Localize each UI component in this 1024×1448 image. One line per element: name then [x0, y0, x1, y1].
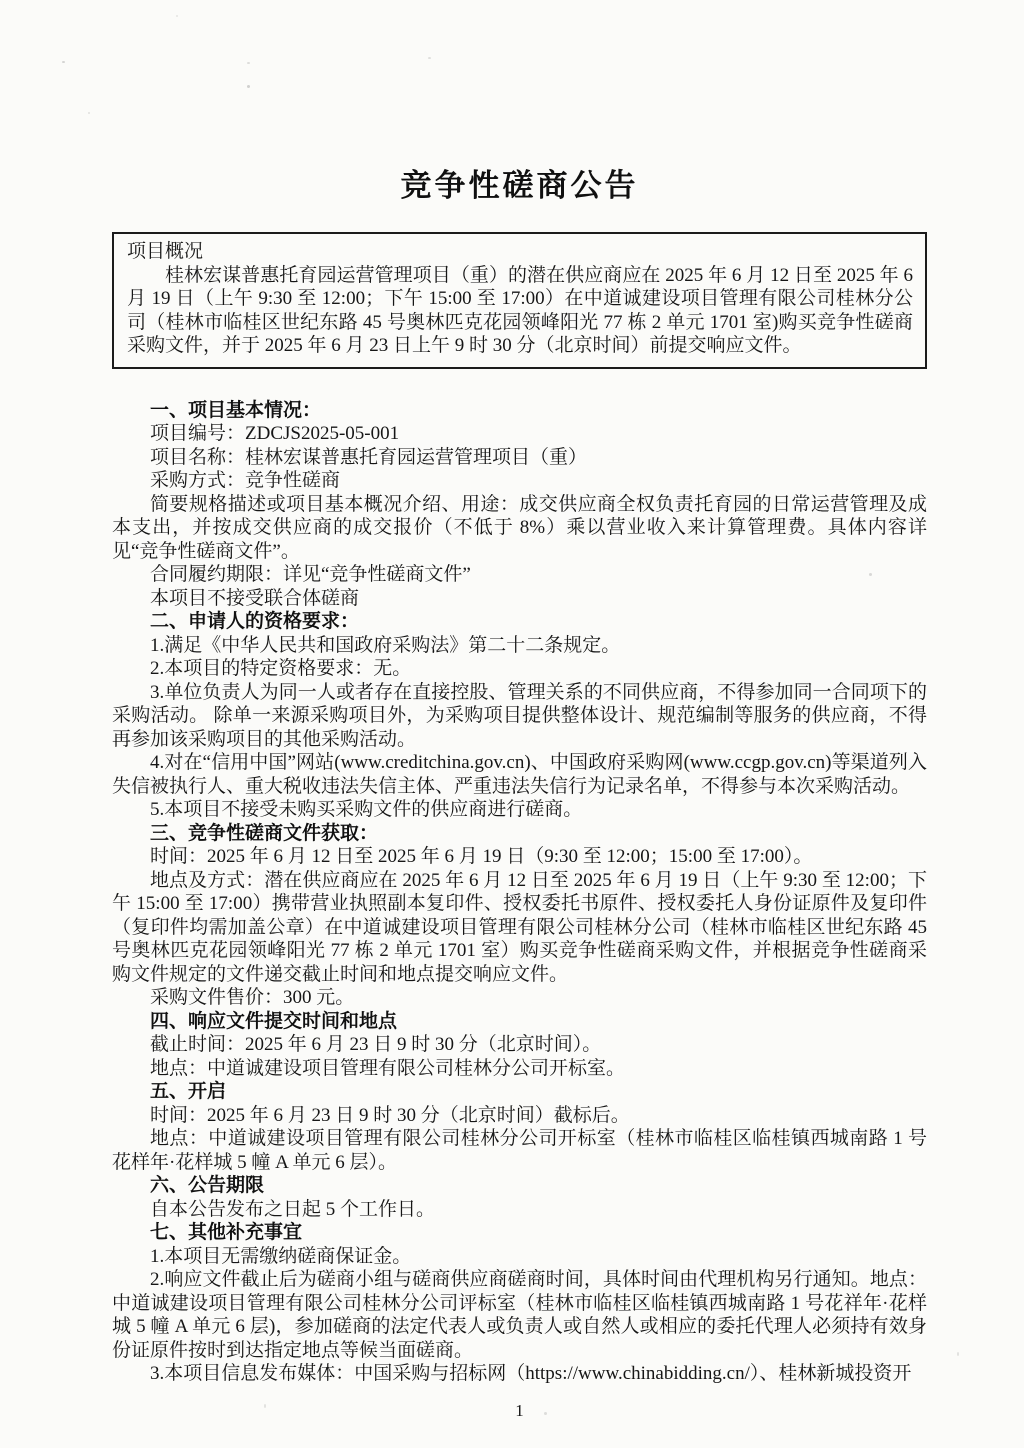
section-qualification-requirements — [112, 610, 927, 822]
paragraph-procurement-method: 采购方式：竞争性磋商 — [150, 470, 341, 491]
paragraph-project-name: 项目名称：桂林宏谋普惠托育园运营管理项目（重） — [150, 446, 588, 468]
scan-artifact — [176, 15, 178, 17]
scan-artifact — [428, 57, 431, 59]
paragraph-submission-place: 地点：中道诚建设项目管理有限公司桂林分公司开标室。 — [150, 1057, 626, 1079]
paragraph-document-price: 采购文件售价：300 元。 — [150, 987, 355, 1008]
scan-artifact — [869, 573, 872, 576]
scan-artifact — [247, 85, 250, 88]
section-response-submission — [112, 1010, 927, 1081]
section-heading: 五、开启 — [150, 1081, 227, 1102]
project-overview-box — [112, 232, 927, 369]
scan-artifact — [247, 62, 250, 64]
paragraph-requirement-4: 4.对在“信用中国”网站(www.creditchina.gov.cn)、中国政府采购网(www.ccgp.gov.cn)等渠道列入失信被执行人、重大税收违法失信主体、严重违法失信行为记录名单，不得参与本次采购活动。 — [112, 752, 927, 797]
paragraph-acquisition-time: 时间：2025 年 6 月 12 日至 2025 年 6 月 19 日（9:30 至 12:00；15:00 至 17:00）。 — [150, 846, 813, 867]
section-opening — [112, 1080, 927, 1174]
scan-artifact — [88, 112, 90, 114]
paragraph-contract-term: 合同履约期限：详见“竞争性磋商文件” — [150, 564, 471, 585]
scan-artifact — [62, 61, 65, 63]
paragraph-requirement-2: 2.本项目的特定资格要求：无。 — [150, 658, 412, 679]
paragraph-no-consortium: 本项目不接受联合体磋商 — [150, 587, 360, 609]
section-heading: 七、其他补充事宜 — [150, 1222, 303, 1243]
scan-artifact — [957, 1352, 959, 1356]
paragraph-project-number: 项目编号：ZDCJS2025-05-001 — [150, 423, 400, 444]
overview-heading: 项目概况 — [127, 241, 204, 262]
section-heading: 二、申请人的资格要求： — [150, 611, 360, 632]
scan-artifact — [544, 1412, 547, 1415]
paragraph-opening-time: 时间：2025 年 6 月 23 日 9 时 30 分（北京时间）截标后。 — [150, 1104, 630, 1126]
paragraph-requirement-5: 5.本项目不接受未购买采购文件的供应商进行磋商。 — [150, 799, 583, 820]
paragraph-project-description: 简要规格描述或项目基本概况介绍、用途：成交供应商全权负责托育园的日常运营管理及成本支出，并按成交供应商的成交报价（不低于 8%）乘以营业收入来计算管理费。具体内容详见“竞争性磋商文件”。 — [112, 493, 927, 562]
paragraph-other-2: 2.响应文件截止后为磋商小组与磋商供应商磋商时间，具体时间由代理机构另行通知。地点：中道诚建设项目管理有限公司桂林分公司评标室（桂林市临桂区临桂镇西城南路 1 号花祥年·花样城 5 幢 A 单元 6 层)，参加磋商的法定代表人或负责人或自然人或相应的委托代理人必须持有效身份证原件按时到达指定地点等候当面磋商。 — [112, 1269, 927, 1361]
paragraph-requirement-1: 1.满足《中华人民共和国政府采购法》第二十二条规定。 — [150, 634, 621, 656]
paragraph-requirement-3: 3.单位负责人为同一人或者存在直接控股、管理关系的不同供应商，不得参加同一合同项下的采购活动。 除单一来源采购项目外，为采购项目提供整体设计、规范编制等服务的供应商，不得再参加该采购项目的其他采购活动。 — [112, 681, 927, 750]
section-basic-info — [112, 399, 927, 611]
document-title: 竞争性磋商公告 — [400, 168, 639, 203]
paragraph-announcement-period: 自本公告发布之日起 5 个工作日。 — [150, 1198, 436, 1220]
paragraph-other-3: 3.本项目信息发布媒体：中国采购与招标网（https://www.chinabidding.cn/）、桂林新城投资开 — [150, 1363, 912, 1384]
section-heading: 六、公告期限 — [150, 1175, 265, 1196]
paragraph-other-1: 1.本项目无需缴纳磋商保证金。 — [150, 1245, 412, 1267]
section-announcement-period — [112, 1174, 927, 1221]
paragraph-acquisition-place-method: 地点及方式：潜在供应商应在 2025 年 6 月 12 日至 2025 年 6 月 19 日（上午 9:30 至 12:00；下午 15:00 至 17:00）携带营业执照副本复印件、授权委托书原件、授权委托人身份证原件及复印件（复印件均需加盖公章）在中道诚建设项目管理有限公司桂林分公司（桂林市临桂区世纪东路 45 号奥林匹克花园领峰阳光 77 栋 2 单元 1701 室）购买竞争性磋商采购文件，并根据竞争性磋商采购文件规定的文件递交截止时间和地点提交响应文件。 — [112, 869, 927, 985]
section-heading: 一、项目基本情况： — [150, 399, 322, 421]
section-heading: 三、竞争性磋商文件获取： — [150, 822, 379, 844]
section-document-acquisition — [112, 822, 927, 1010]
paragraph-opening-place: 地点：中道诚建设项目管理有限公司桂林分公司开标室（桂林市临桂区临桂镇西城南路 1 号花样年·花样城 5 幢 A 单元 6 层）。 — [112, 1128, 927, 1173]
section-other-matters — [112, 1221, 927, 1386]
scan-artifact — [264, 1404, 266, 1408]
overview-body-text: 桂林宏谋普惠托育园运营管理项目（重）的潜在供应商应在 2025 年 6 月 12 日至 2025 年 6 月 19 日（上午 9:30 至 12:00；下午 15:00 至 17:00）在中道诚建设项目管理有限公司桂林分公司（桂林市临桂区世纪东路 45 号奥林匹克花园领峰阳光 77 栋 2 单元 1701 室)购买竞争性磋商采购文件，并于 2025 年 6 月 23 日上午 9 时 30 分（北京时间）前提交响应文件。 — [127, 264, 913, 356]
paragraph-deadline: 截止时间：2025 年 6 月 23 日 9 时 30 分（北京时间）。 — [150, 1034, 602, 1055]
section-heading: 四、响应文件提交时间和地点 — [150, 1010, 398, 1032]
page-number: 1 — [515, 1400, 524, 1420]
